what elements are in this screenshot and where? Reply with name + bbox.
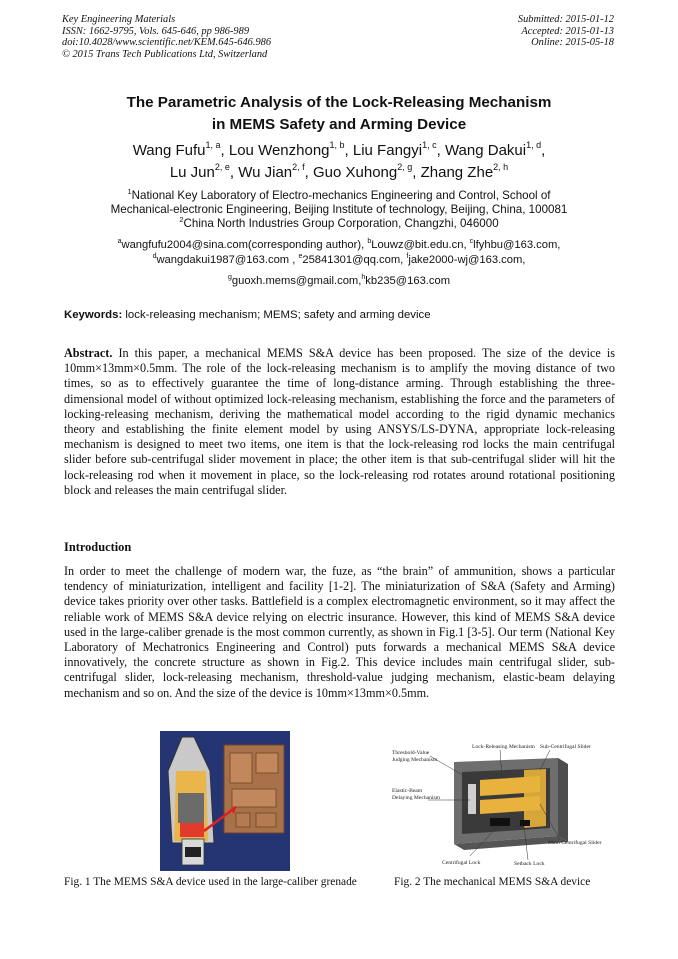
doi-line: doi:10.4028/www.scientific.net/KEM.645-646.986 xyxy=(62,37,272,49)
email: lfyhbu@163.com, xyxy=(473,239,561,251)
author-name: Zhang Zhe xyxy=(420,164,494,181)
affil-sup: 2 xyxy=(179,215,184,225)
email: guoxh.mems@gmail.com, xyxy=(231,275,362,287)
affiliation-2: China North Industries Group Corporation, Changzhi, 046000 xyxy=(183,217,499,231)
author-sup: 1, d xyxy=(526,140,542,150)
label-centrifugal-lock: Centrifugal Lock xyxy=(442,860,481,866)
accepted-date: Accepted: 2015-01-13 xyxy=(521,25,614,37)
email-sup: d xyxy=(152,253,157,260)
label-elastic-beam-1: Elastic-Beam xyxy=(392,788,423,794)
keywords-label: Keywords: xyxy=(64,309,123,321)
author-sup: 2, h xyxy=(493,162,509,172)
abstract-text: In this paper, a mechanical MEMS S&A device has been proposed. The size of the device is 10mm×13mm×0.5mm. The role of the lock-releasing mechanism is to amplify the moving distance of two times, so as to effectively guarantee the time of long-distance arming. Through establishing the three-dimensional model of without optimized lock-releasing mechanism, establishing the force and the parameters of locking-releasing mechanism, deriving the mathematical model according to the rigid dynamic mechanics theory and establishing the finite element model by using ANSYS/LS-DYNA, appropriate lock-releasing mechanism is designed to meet two items, one item is that the lock-releasing rod locks the main centrifugal slider before sub-centrifugal slider movement in place; the other item is that sub-centrifugal slider will hit the lock-releasing rod when it movement in place, so the lock-releasing rod rotates around rotational positioning block and releases the main centrifugal slider. xyxy=(64,346,615,497)
email-sup: a xyxy=(117,238,122,245)
title-line-2: in MEMS Safety and Arming Device xyxy=(211,116,467,133)
email-sup: g xyxy=(227,274,232,281)
email: 25841301@qq.com, xyxy=(302,254,407,266)
label-threshold-value-2: Judging Mechanism xyxy=(392,757,438,763)
email: Louwz@bit.edu.cn, xyxy=(371,239,470,251)
keywords xyxy=(64,309,616,321)
author-sup: 1, b xyxy=(329,140,345,150)
figure-1-image xyxy=(160,731,290,871)
label-main-centrifugal-slider: Main Centrifugal Slider xyxy=(548,840,602,846)
affiliations xyxy=(0,189,678,232)
title-line-1: The Parametric Analysis of the Lock-Releasing Mechanism xyxy=(126,94,552,111)
email-list xyxy=(0,238,678,268)
journal-name: Key Engineering Materials xyxy=(62,14,176,25)
author-name: Lou Wenzhong xyxy=(228,142,330,159)
author-name: Wang Dakui xyxy=(444,142,527,159)
author-name: Liu Fangyi xyxy=(352,142,423,159)
section-heading-introduction: Introduction xyxy=(64,540,132,554)
label-setback-lock: Setback Lock xyxy=(514,861,545,867)
online-date: Online: 2015-05-18 xyxy=(531,37,614,49)
email: wangfufu2004@sina.com(corresponding author), xyxy=(121,239,368,251)
abstract xyxy=(64,346,615,498)
email-sup: e xyxy=(298,253,303,260)
author-sup: 1, c xyxy=(422,140,437,150)
keywords-text: lock-releasing mechanism; MEMS; safety and arming device xyxy=(122,309,431,321)
author-list: Wang Fufu$^{1, a}$, Lou Wenzhong$^{1, b}$, Liu Fangyi$^{1, c}$, Wang Dakui$^{1, d}$, Lu Jun$^{2, e}$, Wu Jian$^{2, f}$, Guo Xuhong$^{2, g}$, Zhang Zhe$^{2, h}$ xyxy=(132,140,546,181)
figure-1-caption: Fig. 1 The MEMS S&A device used in the large-caliber grenade xyxy=(64,876,357,888)
journal-info xyxy=(62,14,271,60)
author-sup: 2, f xyxy=(292,162,305,172)
email-sup: f xyxy=(406,253,409,260)
submission-dates xyxy=(518,14,614,49)
label-elastic-beam-2: Delaying Mechanism xyxy=(392,795,441,801)
figure-2-caption: Fig. 2 The mechanical MEMS S&A device xyxy=(394,876,591,888)
email-sup: b xyxy=(367,238,372,245)
author-sup: 1, a xyxy=(205,140,221,150)
email: kb235@163.com xyxy=(365,275,451,287)
author-sup: 2, e xyxy=(214,162,230,172)
label-sub-centrifugal-slider: Sub-Centrifugal Slider xyxy=(540,744,591,750)
copyright-line: © 2015 Trans Tech Publications Ltd, Switzerland xyxy=(62,48,268,60)
email: jake2000-wj@163.com, xyxy=(408,254,526,266)
author-name: Lu Jun xyxy=(169,164,215,181)
author-name: Wang Fufu xyxy=(132,142,206,159)
label-threshold-value-1: Threshold-Value xyxy=(392,750,430,756)
introduction-text: In order to meet the challenge of modern war, the fuze, as “the brain” of ammunition, shows a particular tendency of miniaturization, intelligent and facility [1-2]. The miniaturization of S&A (Safety and Arming) device takes priority over other tasks. Battlefield is a complex electromagnetic environment, so it may affect the reliable work of MEMS S&A device relying on electric insurance. However, this kind of MEMS S&A device used in the large-caliber grenade is the most common currently, as shown in Fig.1 [3-5]. Our term (National Key Laboratory of Mechatronics Engineering and Control) puts forwards a mechanical MEMS S&A device innovatively, the concrete structure as shown in Fig.2. This device includes main centrifugal slider, sub-centrifugal slider, lock-releasing mechanism, threshold-value judging mechanism, elastic-beam delaying mechanism and so on. And the size of the device is 10mm×13mm×0.5mm. xyxy=(64,564,615,700)
submitted-date: Submitted: 2015-01-12 xyxy=(517,14,614,25)
author-sup: 2, g xyxy=(397,162,413,172)
author-name: Wu Jian xyxy=(238,164,293,181)
email-sup: h xyxy=(361,274,366,281)
affiliation-1-line-2: Mechanical-electronic Engineering, Beijing Institute of technology, Beijing, China, 100081 xyxy=(110,203,568,217)
paper-title xyxy=(0,92,678,136)
email: wangdakui1987@163.com , xyxy=(156,254,299,266)
figure-2-diagram xyxy=(390,740,608,868)
label-lock-releasing-mechanism: Lock-Releasing Mechanism xyxy=(472,744,535,750)
email-sup: c xyxy=(469,238,474,245)
issn-line: ISSN: 1662-9795, Vols. 645-646, pp 986-989 xyxy=(62,25,250,37)
abstract-label: Abstract. xyxy=(64,346,113,360)
affiliation-1-line-1: National Key Laboratory of Electro-mechanics Engineering and Control, School of xyxy=(131,189,551,202)
affil-sup: 1 xyxy=(127,187,132,196)
email-list-extra xyxy=(0,275,678,287)
author-name: Guo Xuhong xyxy=(313,164,398,181)
